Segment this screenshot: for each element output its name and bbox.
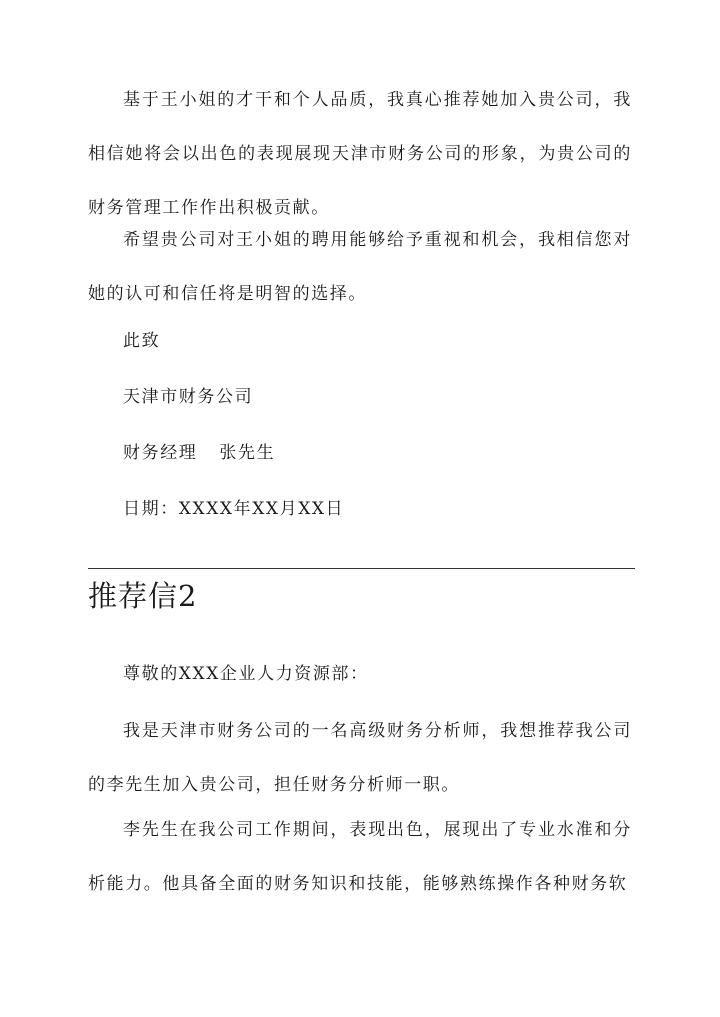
section-divider xyxy=(88,568,635,569)
signer-title: 财务经理 xyxy=(123,443,198,463)
letter1-company: 天津市财务公司 xyxy=(123,387,254,407)
letter2-heading: 推荐信2 xyxy=(88,579,198,613)
letter2-paragraph-2: 李先生在我公司工作期间，表现出色，展现出了专业水准和分析能力。他具备全面的财务知识和技能，能够熟练操作各种财务软 xyxy=(88,820,632,894)
letter1-paragraph-1: 基于王小姐的才干和个人品质，我真心推荐她加入贵公司，我相信她将会以出色的表现展现天津市财务公司的形象，为贵公司的财务管理工作作出积极贡献。 xyxy=(88,90,632,218)
letter1-signature xyxy=(123,441,275,465)
letter1-closing: 此致 xyxy=(123,331,161,351)
letter2-salutation: 尊敬的XXX企业人力资源部： xyxy=(123,664,369,684)
letter1-date: 日期：XXXX年XX月XX日 xyxy=(123,499,345,519)
letter1-paragraph-2: 希望贵公司对王小姐的聘用能够给予重视和机会，我相信您对她的认可和信任将是明智的选择。 xyxy=(88,230,632,304)
signer-name: 张先生 xyxy=(219,443,276,463)
letter2-paragraph-1: 我是天津市财务公司的一名高级财务分析师，我想推荐我公司的李先生加入贵公司，担任财务分析师一职。 xyxy=(88,721,632,795)
